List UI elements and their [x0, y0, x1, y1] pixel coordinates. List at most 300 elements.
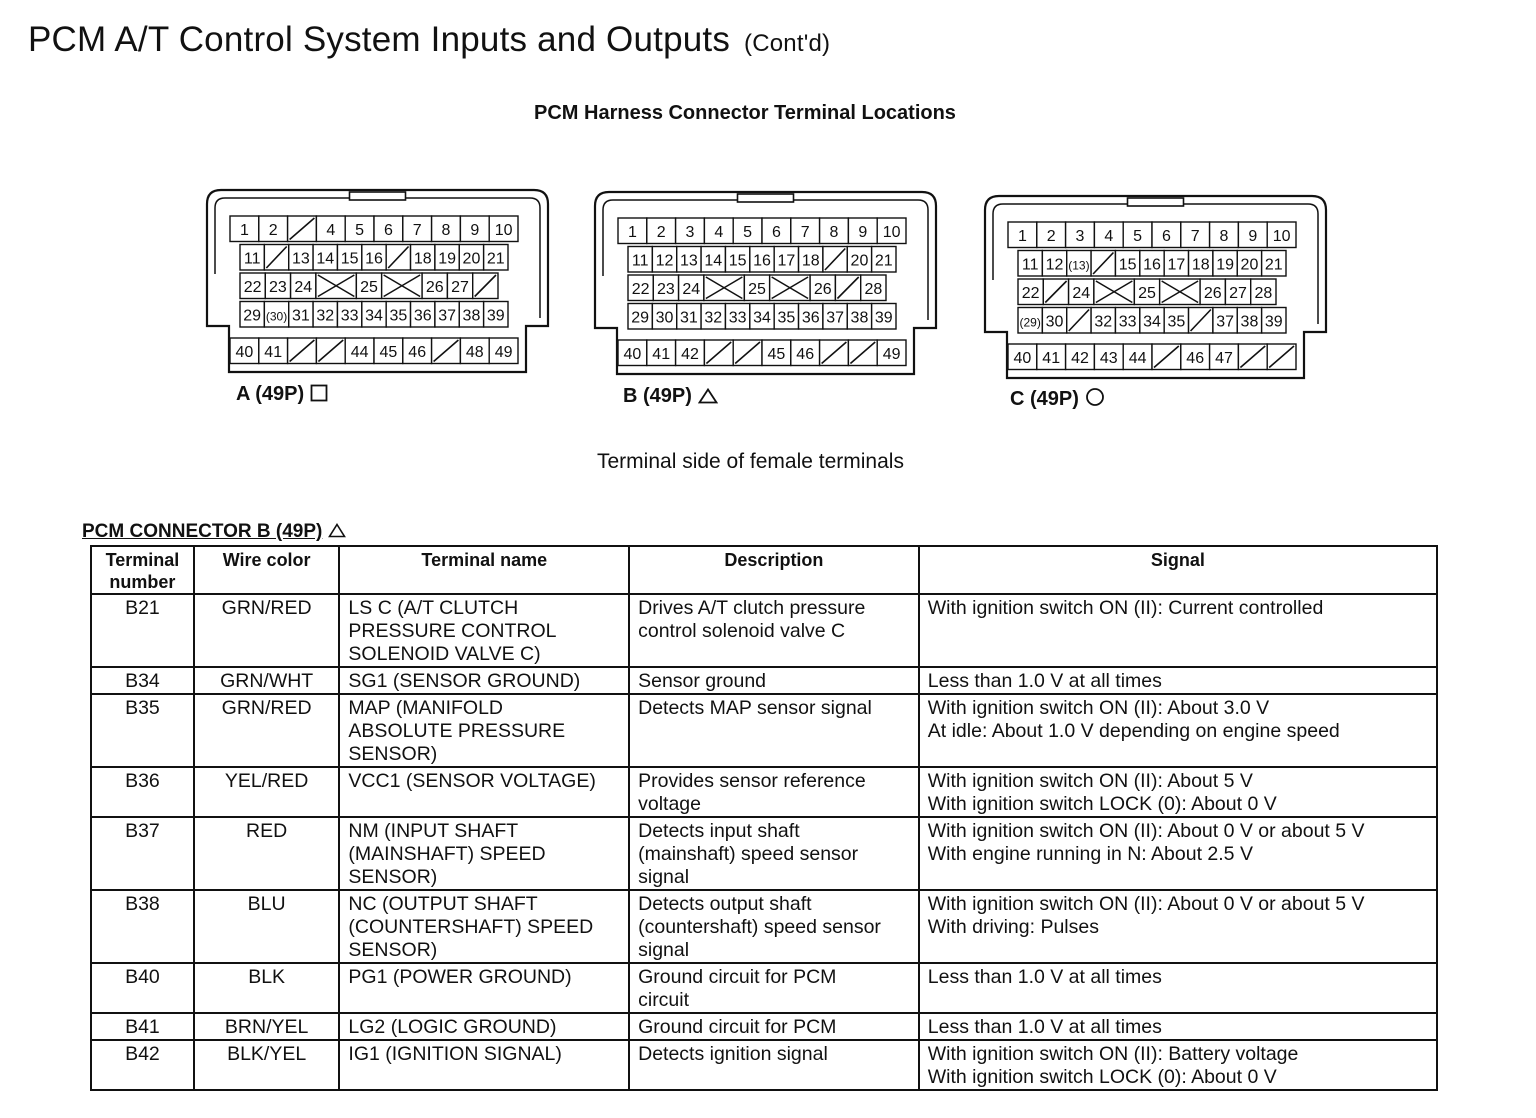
terminal-cell — [1069, 279, 1094, 305]
empty-cavity — [1152, 344, 1181, 370]
terminal-cell — [374, 338, 403, 364]
terminal-number: 28 — [1254, 284, 1273, 302]
signal-cell-line: With driving: Pulses — [927, 916, 1099, 938]
terminal-cell — [1140, 308, 1164, 334]
description-cell-line: Sensor ground — [638, 670, 767, 692]
terminal-number: 25 — [748, 280, 766, 298]
terminal-cell — [679, 275, 704, 301]
terminal-number: 30 — [655, 309, 674, 327]
terminal-cell — [704, 218, 733, 244]
connector-a-label — [236, 383, 328, 408]
terminal-number-cell: B42 — [91, 1040, 194, 1090]
terminal-number: 36 — [413, 307, 432, 325]
terminal-number: 34 — [365, 307, 383, 325]
terminal-number: 23 — [657, 280, 675, 298]
terminal-cell — [1210, 344, 1239, 370]
terminal-cell — [435, 245, 459, 271]
terminal-number-cell: B38 — [91, 890, 194, 963]
terminal-cell — [411, 245, 435, 271]
connector-b-table — [90, 545, 1438, 1091]
empty-cavity — [432, 338, 461, 364]
terminal-number: 21 — [874, 252, 893, 270]
terminal-cell — [374, 216, 403, 242]
terminal-number: 11 — [631, 252, 649, 270]
page-title-suffix: (Cont'd) — [744, 30, 831, 57]
empty-cavity — [835, 275, 860, 301]
description-cell-line: Drives A/T clutch pressure — [638, 597, 866, 619]
empty-cavity — [1091, 251, 1115, 277]
terminal-cell — [628, 275, 653, 301]
empty-cavity — [1238, 344, 1267, 370]
terminal-number: 48 — [465, 343, 484, 361]
terminal-number: 8 — [441, 221, 451, 239]
terminal-cell — [791, 218, 820, 244]
description-cell — [629, 963, 919, 1013]
wire-color-cell: YEL/RED — [194, 767, 340, 817]
terminal-number: 1 — [1017, 227, 1027, 245]
terminal-cell — [877, 218, 906, 244]
terminal-number-cell: B21 — [91, 594, 194, 667]
terminal-number: 24 — [682, 280, 701, 298]
signal-cell-line: Less than 1.0 V at all times — [927, 1016, 1162, 1038]
terminal-number: 5 — [743, 223, 753, 241]
header-line: number — [109, 572, 176, 592]
wire-color-cell: GRN/RED — [194, 594, 340, 667]
triangle-symbol-icon — [328, 522, 346, 544]
signal-cell-line: With ignition switch ON (II): About 0 V or about 5 V — [927, 820, 1365, 842]
terminal-number: 1 — [627, 223, 637, 241]
description-cell-line: Detects output shaft — [638, 893, 812, 915]
terminal-number: 3 — [685, 223, 695, 241]
terminal-number: 12 — [1045, 256, 1064, 274]
empty-cavity — [264, 245, 288, 271]
empty-cavity — [386, 245, 410, 271]
terminal-number: 20 — [1240, 256, 1259, 274]
terminal-number: 13 — [680, 252, 698, 270]
terminal-cell — [337, 302, 361, 328]
terminal-cell — [848, 218, 877, 244]
terminal-cell — [1262, 251, 1286, 277]
terminal-cell — [823, 304, 847, 330]
terminal-cell — [701, 304, 725, 330]
terminal-number: 35 — [777, 309, 796, 327]
terminal-cell — [652, 304, 676, 330]
description-cell — [629, 667, 919, 694]
description-cell-line: Detects MAP sensor signal — [638, 697, 872, 719]
terminal-number: 27 — [1229, 284, 1247, 302]
signal-cell-line: At idle: About 1.0 V depending on engine speed — [927, 720, 1340, 742]
terminal-number: 38 — [462, 307, 481, 325]
terminal-number-cell: B35 — [91, 694, 194, 767]
terminal-cell — [653, 275, 678, 301]
terminal-number: 7 — [412, 221, 422, 239]
empty-cavity — [1043, 279, 1068, 305]
page-title-text: PCM A/T Control System Inputs and Outputs — [28, 20, 731, 59]
terminal-cell — [345, 338, 374, 364]
terminal-number: 26 — [425, 278, 444, 296]
terminal-cell — [877, 340, 906, 366]
terminal-number: 6 — [383, 221, 393, 239]
terminal-number: (13) — [1068, 258, 1090, 273]
terminal-cell — [762, 218, 791, 244]
terminal-cell — [1042, 251, 1066, 277]
terminal-number: 46 — [408, 343, 427, 361]
empty-cavity — [848, 340, 877, 366]
signal-cell — [919, 817, 1437, 890]
terminal-cell — [240, 302, 264, 328]
terminal-cell — [313, 245, 337, 271]
terminal-cell — [872, 304, 896, 330]
terminal-number: 2 — [656, 223, 666, 241]
terminal-name-cell-line: MAP (MANIFOLD — [348, 697, 503, 719]
terminal-cell — [725, 304, 749, 330]
terminal-number: 27 — [451, 278, 469, 296]
terminal-name-cell-line: LS C (A/T CLUTCH — [348, 597, 519, 619]
terminal-cell — [362, 245, 386, 271]
terminal-number: 20 — [462, 250, 481, 268]
terminal-cell — [810, 275, 835, 301]
terminal-cell — [484, 302, 508, 328]
terminal-number: 4 — [1104, 227, 1114, 245]
signal-cell-line: With engine running in N: About 2.5 V — [927, 843, 1253, 865]
terminal-name-cell-line: NM (INPUT SHAFT — [348, 820, 519, 842]
terminal-number: 39 — [486, 307, 505, 325]
terminal-cell — [1134, 279, 1159, 305]
terminal-cell — [872, 247, 896, 273]
terminal-name-cell — [339, 667, 629, 694]
terminal-number: 44 — [350, 343, 369, 361]
terminal-number: (30) — [265, 309, 288, 324]
signal-cell-line: With ignition switch ON (II): About 3.0 V — [927, 697, 1270, 719]
terminal-number: 17 — [1167, 256, 1186, 274]
terminal-cell — [677, 304, 701, 330]
terminal-cell — [403, 216, 432, 242]
terminal-name-cell-line: PG1 (POWER GROUND) — [348, 966, 572, 988]
terminal-cell — [1018, 251, 1042, 277]
terminal-name-cell-line: LG2 (LOGIC GROUND) — [348, 1016, 557, 1038]
terminal-number: 44 — [1128, 349, 1147, 367]
terminal-cell — [1164, 308, 1188, 334]
terminal-number-cell: B41 — [91, 1013, 194, 1040]
terminal-number: 42 — [1071, 349, 1089, 367]
terminal-number: 22 — [1021, 284, 1040, 302]
terminal-number: 47 — [1215, 349, 1233, 367]
terminal-cell — [289, 245, 313, 271]
signal-cell-line: With ignition switch ON (II): Battery voltage — [927, 1043, 1299, 1065]
terminal-number: 13 — [292, 250, 310, 268]
terminal-number: 32 — [1094, 313, 1113, 331]
terminal-number: 29 — [631, 309, 650, 327]
terminal-number: 45 — [767, 345, 786, 363]
header-line: Wire color — [222, 550, 311, 570]
terminal-cell — [1094, 344, 1123, 370]
terminal-number: 10 — [1272, 227, 1291, 245]
terminal-number: 19 — [438, 250, 456, 268]
description-cell — [629, 890, 919, 963]
terminal-cell — [1008, 222, 1037, 248]
terminal-cell — [337, 245, 361, 271]
description-cell-line: Detects input shaft — [638, 820, 800, 842]
terminal-side-caption: Terminal side of female terminals — [597, 450, 904, 473]
header-wire-color — [194, 546, 340, 594]
terminal-number: 49 — [882, 345, 901, 363]
terminal-cell — [1037, 222, 1066, 248]
terminal-number: 29 — [243, 307, 262, 325]
terminal-cell — [676, 218, 705, 244]
terminal-cell — [316, 216, 345, 242]
signal-cell-line: Less than 1.0 V at all times — [927, 966, 1162, 988]
terminal-cell — [356, 273, 381, 299]
terminal-number: 19 — [1216, 256, 1234, 274]
terminal-number: 15 — [728, 252, 747, 270]
terminal-cell — [676, 340, 705, 366]
terminal-name-cell — [339, 890, 629, 963]
terminal-number: 18 — [801, 252, 820, 270]
terminal-name-cell-line: IG1 (IGNITION SIGNAL) — [348, 1043, 562, 1065]
table-row — [91, 963, 1437, 1013]
terminal-number: 10 — [882, 223, 901, 241]
circle-symbol-icon — [1085, 387, 1105, 413]
terminal-name-cell-line: SG1 (SENSOR GROUND) — [348, 670, 581, 692]
terminal-cell — [1008, 344, 1037, 370]
signal-cell — [919, 963, 1437, 1013]
terminal-cell — [460, 338, 489, 364]
terminal-cell — [762, 340, 791, 366]
terminal-number: 11 — [243, 250, 261, 268]
terminal-name-cell — [339, 817, 629, 890]
description-cell — [629, 594, 919, 667]
terminal-cell — [750, 247, 774, 273]
terminal-number: 41 — [652, 345, 671, 363]
description-cell-line: control solenoid valve C — [638, 620, 846, 642]
header-line: Description — [724, 550, 824, 570]
terminal-number: 20 — [850, 252, 869, 270]
header-terminal-number — [91, 546, 194, 594]
blocked-cavity — [316, 273, 356, 299]
signal-cell-line: With ignition switch ON (II): Current controlled — [927, 597, 1324, 619]
table-title — [82, 521, 346, 544]
connector-c-label-text: C (49P) — [1010, 388, 1079, 410]
connector-latch-tab — [1128, 198, 1184, 206]
terminal-name-cell — [339, 1013, 629, 1040]
table-row — [91, 1040, 1437, 1090]
terminal-cell — [1115, 251, 1139, 277]
terminal-number: 8 — [829, 223, 839, 241]
connector-b-label-text: B (49P) — [623, 385, 692, 407]
terminal-cell — [677, 247, 701, 273]
terminal-cell — [386, 302, 410, 328]
terminal-cell — [647, 340, 676, 366]
wire-color-cell: BLK — [194, 963, 340, 1013]
connector-b-label — [623, 385, 718, 410]
square-symbol-icon — [310, 384, 328, 408]
terminal-number: 9 — [470, 221, 480, 239]
terminal-number: 15 — [1118, 256, 1137, 274]
terminal-cell — [411, 302, 435, 328]
terminal-cell — [489, 338, 518, 364]
table-row — [91, 667, 1437, 694]
terminal-cell — [1123, 344, 1152, 370]
terminal-cell — [259, 338, 288, 364]
terminal-number: 32 — [316, 307, 335, 325]
terminal-number: 31 — [292, 307, 310, 325]
empty-cavity — [820, 340, 849, 366]
terminal-number: 24 — [1072, 284, 1091, 302]
terminal-cell — [1213, 251, 1237, 277]
terminal-cell — [1237, 251, 1261, 277]
terminal-cell — [1210, 222, 1239, 248]
triangle-symbol-icon — [698, 387, 718, 410]
terminal-number: 32 — [704, 309, 723, 327]
empty-cavity — [733, 340, 762, 366]
connector-a-label-text: A (49P) — [236, 383, 305, 405]
table-row — [91, 694, 1437, 767]
terminal-number: 6 — [1161, 227, 1171, 245]
header-line: Signal — [1150, 550, 1205, 570]
terminal-cell — [847, 304, 871, 330]
description-cell-line: (mainshaft) speed sensor — [638, 843, 859, 865]
terminal-number: 22 — [243, 278, 262, 296]
terminal-number: 17 — [777, 252, 796, 270]
table-row — [91, 594, 1437, 667]
empty-cavity — [316, 338, 345, 364]
terminal-cell — [1042, 308, 1066, 334]
signal-cell — [919, 890, 1437, 963]
terminal-number: 10 — [494, 221, 513, 239]
blocked-cavity — [1160, 279, 1200, 305]
terminal-cell — [750, 304, 774, 330]
terminal-number: 3 — [1075, 227, 1085, 245]
signal-cell — [919, 1013, 1437, 1040]
terminal-cell — [744, 275, 769, 301]
terminal-number: 39 — [874, 309, 893, 327]
terminal-number: 14 — [316, 250, 335, 268]
terminal-number: 36 — [801, 309, 820, 327]
terminal-number: 21 — [486, 250, 505, 268]
empty-cavity — [1267, 344, 1296, 370]
terminal-name-cell — [339, 1040, 629, 1090]
terminal-number: 26 — [813, 280, 832, 298]
terminal-name-cell-line: (MAINSHAFT) SPEED — [348, 843, 546, 865]
terminal-name-cell-line: VCC1 (SENSOR VOLTAGE) — [348, 770, 596, 792]
terminal-number: 4 — [714, 223, 724, 241]
terminal-cell — [799, 247, 823, 273]
terminal-number: 8 — [1219, 227, 1229, 245]
table-header-row — [91, 546, 1437, 594]
terminal-cell — [447, 273, 472, 299]
terminal-cell — [484, 245, 508, 271]
terminal-number: 16 — [1143, 256, 1161, 274]
terminal-cell — [774, 304, 798, 330]
connector-c-label — [1010, 387, 1105, 413]
terminal-number: 22 — [631, 280, 650, 298]
terminal-number: 2 — [268, 221, 278, 239]
terminal-number: 12 — [655, 252, 674, 270]
terminal-cell — [820, 218, 849, 244]
terminal-name-cell-line: SENSOR) — [348, 939, 438, 961]
signal-cell-line: With ignition switch LOCK (0): About 0 V — [927, 1066, 1277, 1088]
terminal-name-cell-line: SENSOR) — [348, 866, 438, 888]
wire-color-cell: RED — [194, 817, 340, 890]
terminal-cell — [1115, 308, 1139, 334]
terminal-number: 49 — [494, 343, 513, 361]
terminal-number: 34 — [753, 309, 771, 327]
terminal-number-cell: B40 — [91, 963, 194, 1013]
terminal-cell — [1267, 222, 1296, 248]
terminal-cell — [1251, 279, 1276, 305]
description-cell — [629, 694, 919, 767]
terminal-name-cell-line: (COUNTERSHAFT) SPEED — [348, 916, 594, 938]
terminal-number: 46 — [1186, 349, 1205, 367]
terminal-number: (29) — [1019, 315, 1041, 330]
signal-cell-line: With ignition switch LOCK (0): About 0 V — [927, 793, 1277, 815]
description-cell-line: Ground circuit for PCM — [638, 1016, 837, 1038]
signal-cell-line: With ignition switch ON (II): About 5 V — [927, 770, 1253, 792]
terminal-name-cell-line: PRESSURE CONTROL — [348, 620, 557, 642]
terminal-cell — [1238, 222, 1267, 248]
terminal-number: 31 — [680, 309, 698, 327]
description-cell-line: Ground circuit for PCM — [638, 966, 837, 988]
terminal-number: 39 — [1264, 313, 1283, 331]
terminal-cell — [291, 273, 316, 299]
description-cell-line: Detects ignition signal — [638, 1043, 828, 1065]
empty-cavity — [288, 216, 317, 242]
description-cell-line: (countershaft) speed sensor — [638, 916, 881, 938]
terminal-number: 2 — [1046, 227, 1056, 245]
terminal-number: 28 — [864, 280, 883, 298]
terminal-cell — [1181, 222, 1210, 248]
wire-color-cell: BLU — [194, 890, 340, 963]
terminal-name-cell — [339, 694, 629, 767]
terminal-cell — [701, 247, 725, 273]
empty-cavity — [1067, 308, 1091, 334]
description-cell-line: circuit — [638, 989, 690, 1011]
terminal-cell — [259, 216, 288, 242]
table-title-text: PCM CONNECTOR B (49P) — [82, 521, 323, 542]
terminal-number: 4 — [326, 221, 336, 239]
terminal-cell — [240, 273, 265, 299]
header-description — [629, 546, 919, 594]
terminal-number: 15 — [340, 250, 359, 268]
terminal-cell — [230, 338, 259, 364]
terminal-number: 25 — [360, 278, 378, 296]
terminal-cell — [1094, 222, 1123, 248]
terminal-number: 40 — [235, 343, 254, 361]
terminal-cell — [618, 218, 647, 244]
terminal-number: 38 — [850, 309, 869, 327]
header-line: Terminal name — [421, 550, 548, 570]
signal-cell — [919, 594, 1437, 667]
terminal-cell — [1164, 251, 1188, 277]
terminal-cell — [791, 340, 820, 366]
terminal-cell — [1140, 251, 1164, 277]
connector-latch-tab — [738, 194, 794, 202]
signal-cell — [919, 767, 1437, 817]
terminal-cell — [652, 247, 676, 273]
terminal-number: 26 — [1203, 284, 1222, 302]
terminal-cell — [1237, 308, 1261, 334]
terminal-number: 25 — [1138, 284, 1156, 302]
terminal-number: 46 — [796, 345, 815, 363]
terminal-number: 5 — [1133, 227, 1143, 245]
terminal-number: 30 — [1045, 313, 1064, 331]
table-row — [91, 817, 1437, 890]
wire-color-cell: GRN/RED — [194, 694, 340, 767]
blocked-cavity — [770, 275, 810, 301]
terminal-number: 37 — [1216, 313, 1234, 331]
terminal-number: 7 — [800, 223, 810, 241]
signal-cell — [919, 667, 1437, 694]
